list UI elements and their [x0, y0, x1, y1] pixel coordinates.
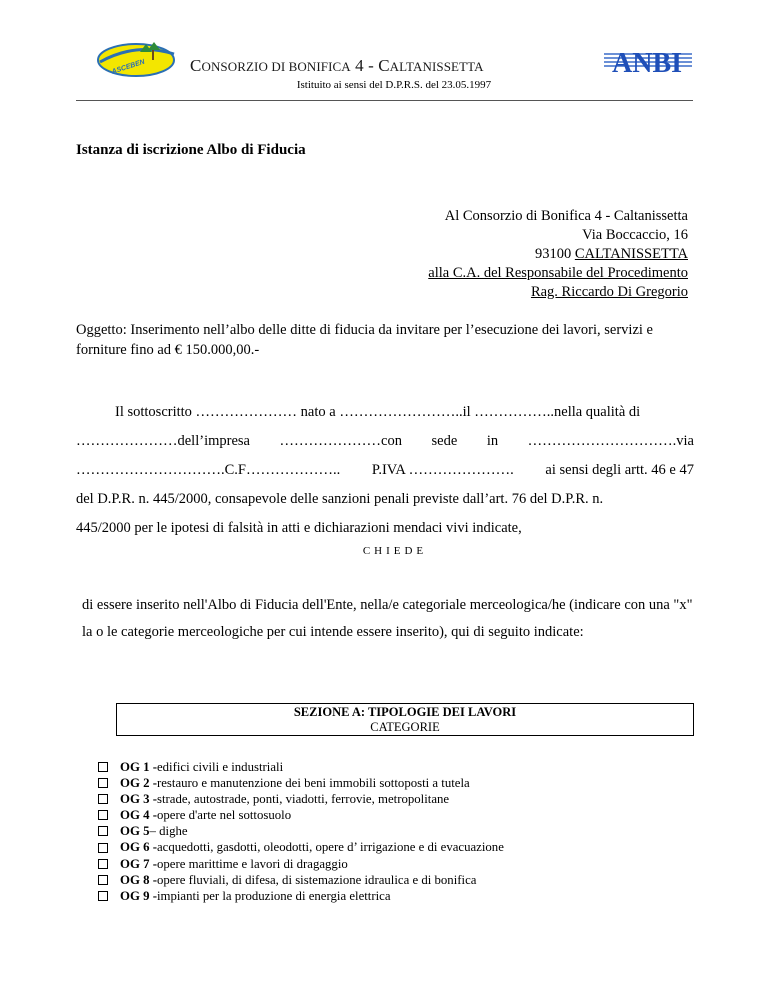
inscription-paragraph: di essere inserito nell'Albo di Fiducia dell'Ente, nella/e categoriale merceologica/he (indicare con una "x" la o le categorie merceologiche per cui intende essere inserito), qui di seguito indicate:	[82, 597, 693, 640]
checkbox-og8[interactable]	[98, 875, 108, 885]
address-line-4: alla C.A. del Responsabile del Procedimento	[428, 265, 688, 281]
category-item-og4: OG 4 - opere d'arte nel sottosuolo	[98, 807, 504, 823]
declaration-line-5: 445/2000 per le ipotesi di falsità in atti e dichiarazioni mendaci vivi indicate,	[76, 520, 522, 536]
declaration-line-1: Il sottoscritto ………………… nato a ……………………..il ……………..nella qualità di	[115, 404, 641, 420]
checkbox-og3[interactable]	[98, 794, 108, 804]
checkbox-og9[interactable]	[98, 891, 108, 901]
address-city: CALTANISSETTA	[574, 246, 688, 262]
category-list	[98, 759, 504, 904]
category-item-og1: OG 1 - edifici civili e industriali	[98, 759, 504, 775]
checkbox-og7[interactable]	[98, 859, 108, 869]
svg-text:ASCEBEN: ASCEBEN	[110, 58, 146, 76]
section-subtitle: CATEGORIE	[370, 720, 440, 734]
checkbox-og5[interactable]	[98, 826, 108, 836]
category-item-og9: OG 9 - impianti per la produzione di energia elettrica	[98, 888, 504, 904]
address-line-2: Via Boccaccio, 16	[582, 227, 688, 243]
checkbox-og6[interactable]	[98, 843, 108, 853]
checkbox-og2[interactable]	[98, 778, 108, 788]
chiede-heading: CHIEDE	[362, 545, 428, 557]
address-line-5: Rag. Riccardo Di Gregorio	[530, 284, 688, 300]
consorzio-logo	[96, 40, 178, 80]
category-item-og5: OG 5 – dighe	[98, 823, 504, 839]
org-subtitle: Istituito ai sensi del D.P.R.S. del 23.05.1997	[296, 79, 492, 91]
section-header-box	[116, 703, 694, 736]
checkbox-og1[interactable]	[98, 762, 108, 772]
document-title: Istanza di iscrizione Albo di Fiducia	[76, 142, 306, 158]
header-divider	[76, 100, 693, 101]
declaration-line-3: ………………………….C.F……………….. P.IVA …………………. ai sensi degli artt. 46 e 47	[76, 462, 694, 478]
declaration-line-4: del D.P.R. n. 445/2000, consapevole delle sanzioni penali previste dall’art. 76 del D.P.R. n.	[76, 491, 604, 507]
declaration-line-2: …………………dell’impresa …………………con sede in ………………………….via	[76, 433, 694, 449]
anbi-logo	[604, 42, 692, 78]
address-line-3: 93100 CALTANISSETTA	[534, 246, 688, 262]
category-item-og6: OG 6 - acquedotti, gasdotti, oleodotti, opere d’ irrigazione e di evacuazione	[98, 839, 504, 855]
checkbox-og4[interactable]	[98, 810, 108, 820]
address-line-1: Al Consorzio di Bonifica 4 - Caltanissetta	[444, 208, 688, 224]
category-item-og8: OG 8 - opere fluviali, di difesa, di sistemazione idraulica e di bonifica	[98, 872, 504, 888]
category-item-og3: OG 3 - strade, autostrade, ponti, viadotti, ferrovie, metropolitane	[98, 791, 504, 807]
oggetto-paragraph: Oggetto: Inserimento nell’albo delle ditte di fiducia da invitare per l’esecuzione dei lavori, servizi e forniture fino ad € 150.000,00.-	[76, 322, 653, 358]
category-item-og2: OG 2 - restauro e manutenzione dei beni immobili sottoposti a tutela	[98, 775, 504, 791]
declaration-paragraph	[76, 398, 694, 543]
svg-text:ANBI: ANBI	[612, 48, 683, 78]
org-title: CONSORZIO DI BONIFICA 4 - CALTANISSETTA	[190, 56, 484, 75]
section-title: SEZIONE A: TIPOLOGIE DEI LAVORI	[293, 705, 517, 719]
category-item-og7: OG 7 - opere marittime e lavori di dragaggio	[98, 856, 504, 872]
